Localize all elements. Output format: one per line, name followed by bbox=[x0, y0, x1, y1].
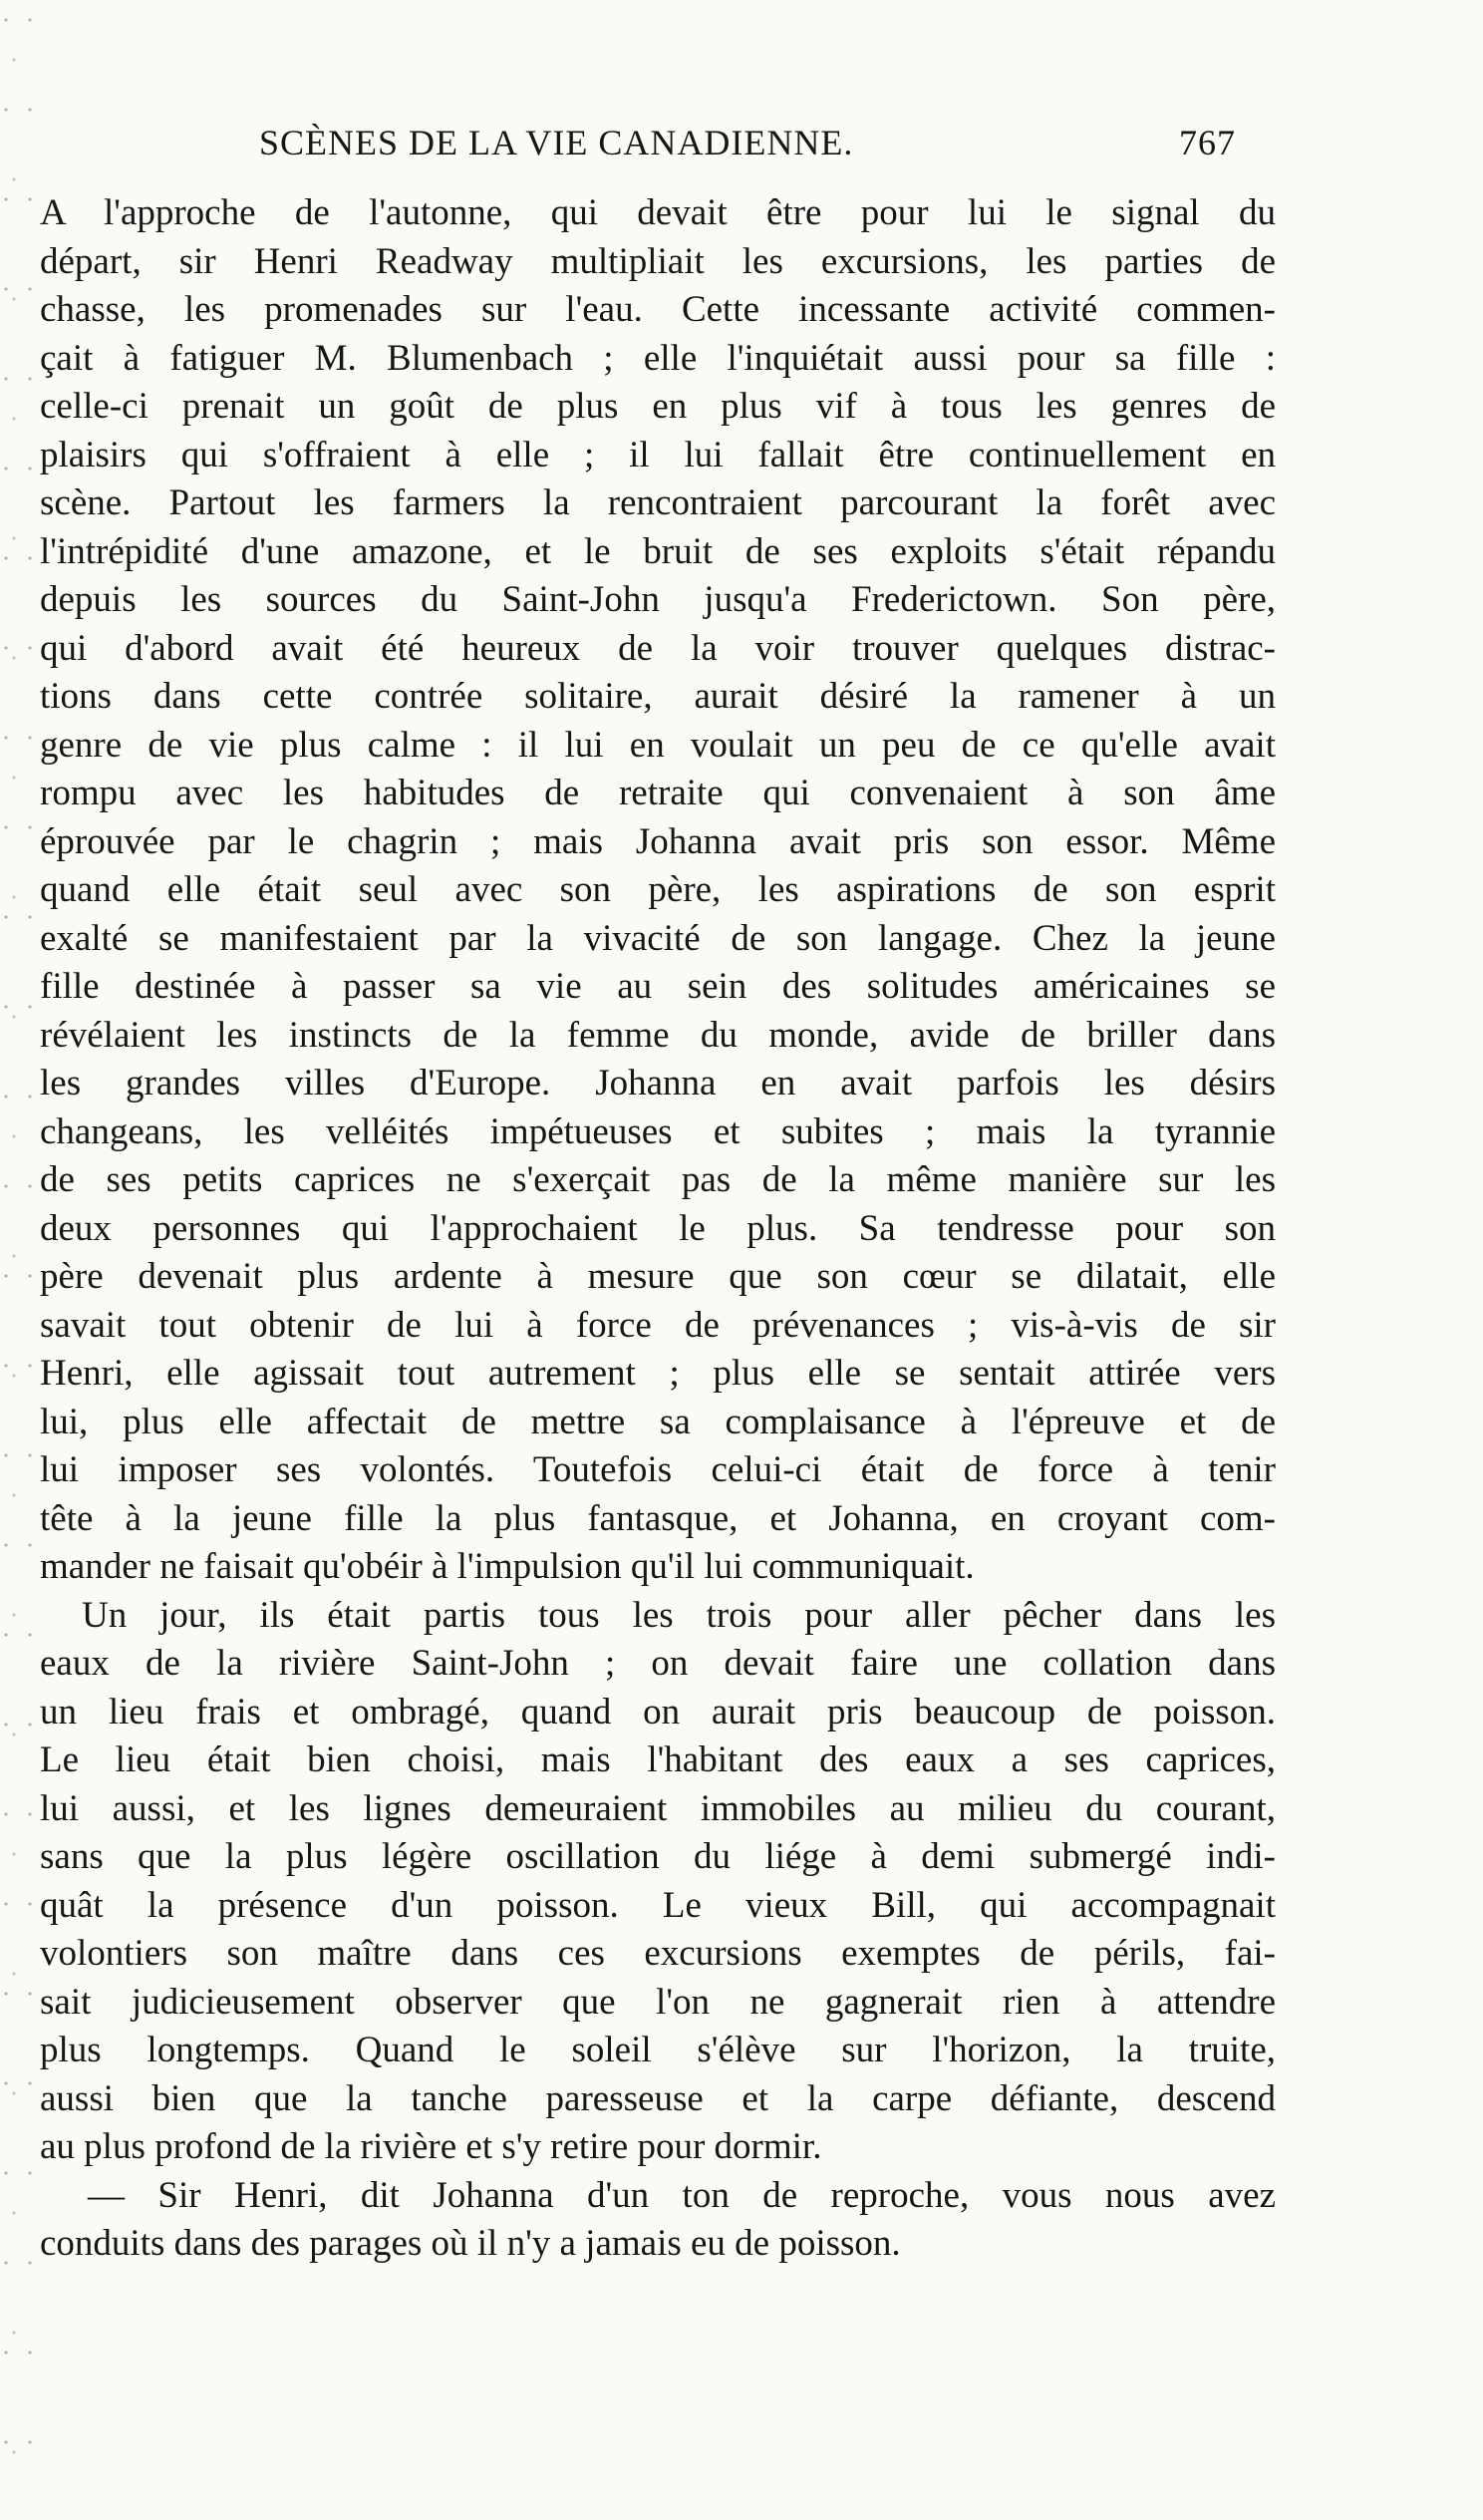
text-line: départ, sir Henri Readway multipliait les excursions, les parties de bbox=[40, 240, 1276, 282]
text-line: éprouvée par le chagrin ; mais Johanna avait pris son essor. Même bbox=[40, 820, 1276, 862]
text-line: plaisirs qui s'offraient à elle ; il lui fallait être continuellement en bbox=[40, 434, 1276, 475]
text-line: Henri, elle agissait tout autrement ; plus elle se sentait attirée vers bbox=[40, 1353, 1276, 1394]
text-line: chasse, les promenades sur l'eau. Cette incessante activité commen- bbox=[40, 289, 1276, 330]
text-line: Le lieu était bien choisi, mais l'habitant des eaux a ses caprices, bbox=[40, 1739, 1276, 1780]
text-line: plus longtemps. Quand le soleil s'élève sur l'horizon, la truite, bbox=[40, 2030, 1276, 2070]
text-line: quand elle était seul avec son père, les aspirations de son esprit bbox=[40, 869, 1276, 910]
page-number: 767 bbox=[1179, 123, 1236, 162]
text-line: tions dans cette contrée solitaire, aurait désiré la ramener à un bbox=[40, 676, 1276, 717]
text-line: sait judicieusement observer que l'on ne gagnerait rien à attendre bbox=[40, 1981, 1276, 2023]
text-line: qui d'abord avait été heureux de la voir trouver quelques distrac- bbox=[40, 627, 1276, 669]
text-line: depuis les sources du Saint-John jusqu'a Frederictown. Son père, bbox=[40, 579, 1276, 620]
text-line: de ses petits caprices ne s'exerçait pas de la même manière sur les bbox=[40, 1159, 1276, 1200]
text-line: — Sir Henri, dit Johanna d'un ton de reproche, vous nous avez bbox=[88, 2174, 1276, 2216]
body-text bbox=[40, 189, 1276, 2269]
running-title: SCÈNES DE LA VIE CANADIENNE. bbox=[259, 123, 854, 162]
text-line: aussi bien que la tanche paresseuse et la carpe défiante, descend bbox=[40, 2077, 1276, 2119]
text-line: fille destinée à passer sa vie au sein des solitudes américaines se bbox=[40, 966, 1276, 1007]
text-line: volontiers son maître dans ces excursions exemptes de périls, fai- bbox=[40, 1933, 1276, 1974]
text-line: un lieu frais et ombragé, quand on aurait pris beaucoup de poisson. bbox=[40, 1691, 1276, 1732]
text-line: eaux de la rivière Saint-John ; on devait faire une collation dans bbox=[40, 1643, 1276, 1684]
text-line: révélaient les instincts de la femme du monde, avide de briller dans bbox=[40, 1014, 1276, 1056]
text-line: changeans, les velléités impétueuses et subites ; mais la tyrannie bbox=[40, 1110, 1276, 1152]
text-line: deux personnes qui l'approchaient le plus. Sa tendresse pour son bbox=[40, 1207, 1276, 1249]
text-line: celle-ci prenait un goût de plus en plus vif à tous les genres de bbox=[40, 386, 1276, 427]
scan-edge-noise bbox=[0, 0, 40, 2520]
text-line: Un jour, ils était partis tous les trois pour aller pêcher dans les bbox=[82, 1594, 1276, 1636]
text-line: lui, plus elle affectait de mettre sa complaisance à l'épreuve et de bbox=[40, 1401, 1276, 1442]
text-line: scène. Partout les farmers la rencontraient parcourant la forêt avec bbox=[40, 482, 1276, 523]
text-line: tête à la jeune fille la plus fantasque, et Johanna, en croyant com- bbox=[40, 1497, 1276, 1539]
text-line: savait tout obtenir de lui à force de prévenances ; vis-à-vis de sir bbox=[40, 1304, 1276, 1346]
text-line: les grandes villes d'Europe. Johanna en avait parfois les désirs bbox=[40, 1063, 1276, 1103]
text-line: exalté se manifestaient par la vivacité de son langage. Chez la jeune bbox=[40, 917, 1276, 959]
text-line: çait à fatiguer M. Blumenbach ; elle l'inquiétait aussi pour sa fille : bbox=[40, 337, 1276, 379]
text-line: quât la présence d'un poisson. Le vieux Bill, qui accompagnait bbox=[40, 1884, 1276, 1926]
text-line: sans que la plus légère oscillation du liége à demi submergé indi- bbox=[40, 1836, 1276, 1877]
text-line: l'intrépidité d'une amazone, et le bruit de ses exploits s'était répandu bbox=[40, 530, 1276, 572]
text-line: lui imposer ses volontés. Toutefois celui-ci était de force à tenir bbox=[40, 1449, 1276, 1490]
text-line: au plus profond de la rivière et s'y retire pour dormir. bbox=[40, 2126, 822, 2167]
text-line: mander ne faisait qu'obéir à l'impulsion qu'il lui communiquait. bbox=[40, 1546, 975, 1587]
text-line: père devenait plus ardente à mesure que son cœur se dilatait, elle bbox=[40, 1256, 1276, 1297]
text-line: conduits dans des parages où il n'y a jamais eu de poisson. bbox=[40, 2223, 901, 2264]
running-header bbox=[259, 118, 1236, 167]
text-line: A l'approche de l'autonne, qui devait être pour lui le signal du bbox=[40, 192, 1276, 233]
text-line: lui aussi, et les lignes demeuraient immobiles au milieu du courant, bbox=[40, 1787, 1276, 1829]
text-line: rompu avec les habitudes de retraite qui convenaient à son âme bbox=[40, 773, 1276, 813]
text-line: genre de vie plus calme : il lui en voulait un peu de ce qu'elle avait bbox=[40, 724, 1276, 766]
